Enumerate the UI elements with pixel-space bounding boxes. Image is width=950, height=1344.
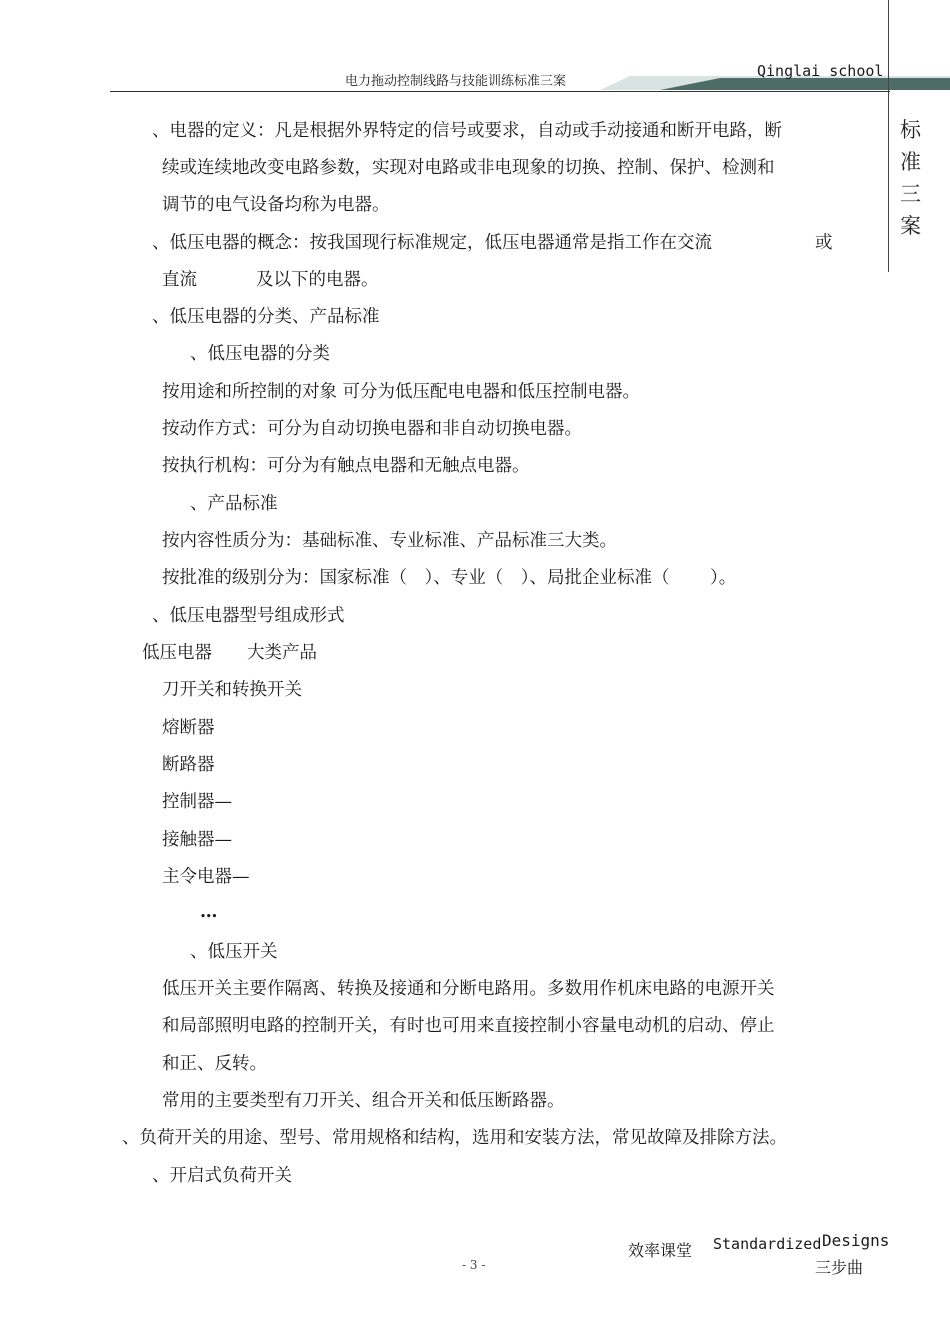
side-divider-line [888, 0, 889, 272]
list-item: 熔断器 [162, 718, 215, 738]
body-line: 低压电器 大类产品 [142, 643, 317, 663]
side-label-char: 标 [900, 118, 921, 142]
header-document-title: 电力拖动控制线路与技能训练标准三案 [345, 74, 567, 89]
section-heading: 、负荷开关的用途、型号、常用规格和结构，选用和安装方法，常见故障及排除方法。 [122, 1128, 787, 1148]
section-heading: 、低压电器的分类、产品标准 [152, 307, 380, 327]
subsection-heading: 、低压电器的分类 [190, 344, 330, 364]
body-line: 低压开关主要作隔离、转换及接通和分断电路用。多数用作机床电路的电源开关 [162, 979, 775, 999]
subsection-heading: 、低压开关 [190, 942, 278, 962]
body-line: 及以下的电器。 [256, 270, 379, 290]
list-item: 断路器 [162, 755, 215, 775]
list-ellipsis: … [200, 902, 218, 922]
footer-slogan-cn: 效率课堂 [628, 1241, 693, 1260]
side-label-char: 准 [900, 150, 921, 174]
header-school-name: Qinglai school [757, 62, 884, 80]
subsection-heading: 、产品标准 [190, 494, 278, 514]
body-line: 和局部照明电路的控制开关，有时也可用来直接控制小容量电动机的启动、停止 [162, 1016, 775, 1036]
list-item: 刀开关和转换开关 [162, 680, 302, 700]
body-line: 直流 [162, 270, 197, 290]
footer-slogan-en: Standardized [713, 1235, 822, 1253]
body-line: 按执行机构：可分为有触点电器和无触点电器。 [162, 456, 530, 476]
footer-slogan-sub: 三步曲 [815, 1258, 864, 1277]
header-rule [110, 91, 890, 92]
page-number: - 3 - [462, 1258, 486, 1272]
list-item: 接触器— [162, 830, 232, 850]
footer-slogan-en: Designs [822, 1231, 890, 1250]
body-line: 按动作方式：可分为自动切换电器和非自动切换电器。 [162, 419, 582, 439]
body-line: 按用途和所控制的对象 可分为低压配电电器和低压控制电器。 [162, 382, 641, 402]
body-line: 、电器的定义：凡是根据外界特定的信号或要求，自动或手动接通和断开电路，断 [152, 121, 782, 141]
body-line: 、低压电器的概念：按我国现行标准规定，低压电器通常是指工作在交流 [152, 233, 712, 253]
section-heading: 、开启式负荷开关 [152, 1166, 292, 1186]
side-label-char: 案 [900, 214, 921, 238]
body-line: 和正、反转。 [162, 1054, 267, 1074]
section-heading: 、低压电器型号组成形式 [152, 606, 345, 626]
list-item: 控制器— [162, 792, 232, 812]
body-line: 按批准的级别分为：国家标准（ ）、专业（ ）、局批企业标准（ ）。 [162, 568, 737, 588]
body-line: 常用的主要类型有刀开关、组合开关和低压断路器。 [162, 1091, 565, 1111]
body-line: 或 [815, 233, 833, 253]
body-line: 调节的电气设备均称为电器。 [162, 195, 390, 215]
list-item: 主令电器— [162, 867, 250, 887]
body-line: 续或连续地改变电路参数，实现对电路或非电现象的切换、控制、保护、检测和 [162, 158, 775, 178]
body-line: 按内容性质分为：基础标准、专业标准、产品标准三大类。 [162, 531, 617, 551]
side-label-char: 三 [900, 182, 921, 206]
